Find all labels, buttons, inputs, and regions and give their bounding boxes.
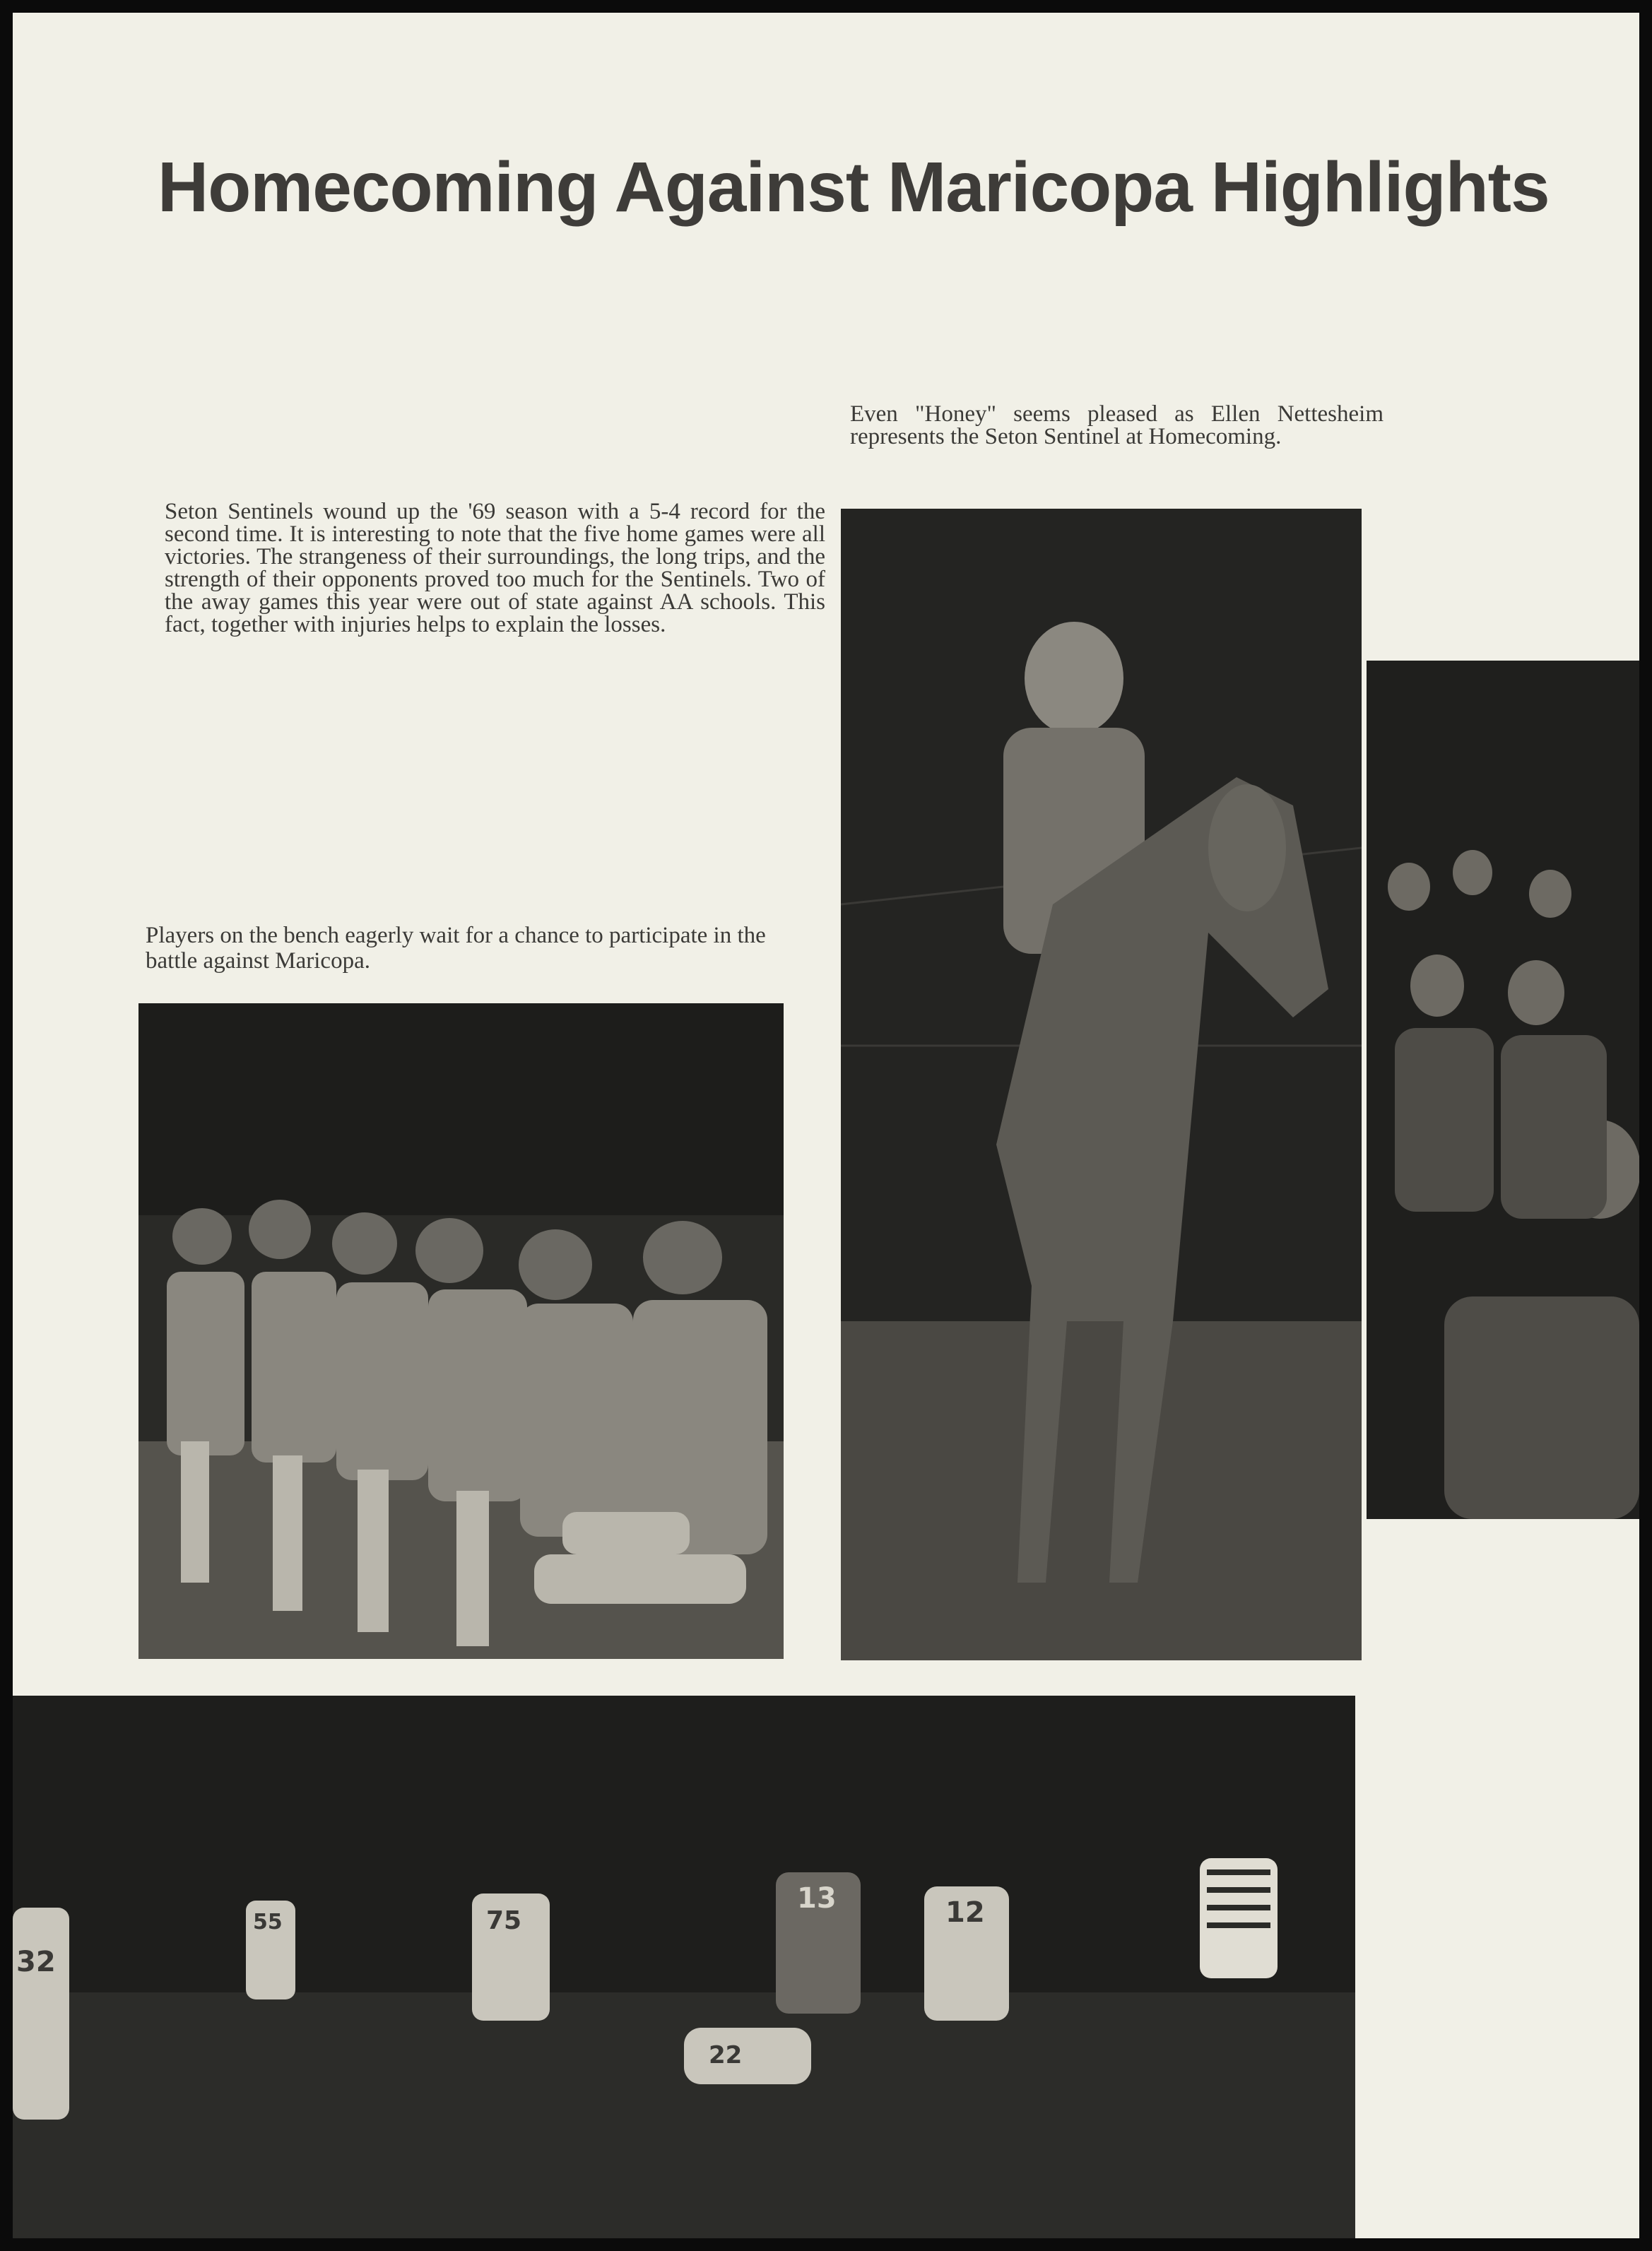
jersey-number-22: 22 [709,2041,743,2069]
jersey-number-75: 75 [486,1906,522,1935]
bench-players-photo [138,1003,784,1659]
bench-photo-caption: Players on the bench eagerly wait for a chance to participate in the battle against Maricopa. [146,923,766,974]
yearbook-page [13,13,1639,2238]
jersey-number-32: 32 [16,1946,56,1978]
jersey-number-13: 13 [797,1882,837,1915]
crowd-photo [1367,661,1639,1519]
jersey-number-55: 55 [253,1910,283,1934]
horse-photo-caption: Even "Honey" seems pleased as Ellen Nettesheim represents the Seton Sentinel at Homecoming. [850,401,1383,449]
football-field-photo [13,1696,1355,2238]
article-body: Seton Sentinels wound up the '69 season with a 5-4 record for the second time. It is interesting to note that the five home games were all victories. The strangeness of their surroundings, the long trips, and the strength of their opponents proved too much for the Sentinels. Two of the away games this year were out of state against AA schools. This fact, together with injuries helps to explain the losses. [165,499,825,637]
honey-horse-photo [841,509,1362,1660]
page-title: Homecoming Against Maricopa Highlights [158,148,1550,227]
jersey-number-12: 12 [945,1896,985,1929]
